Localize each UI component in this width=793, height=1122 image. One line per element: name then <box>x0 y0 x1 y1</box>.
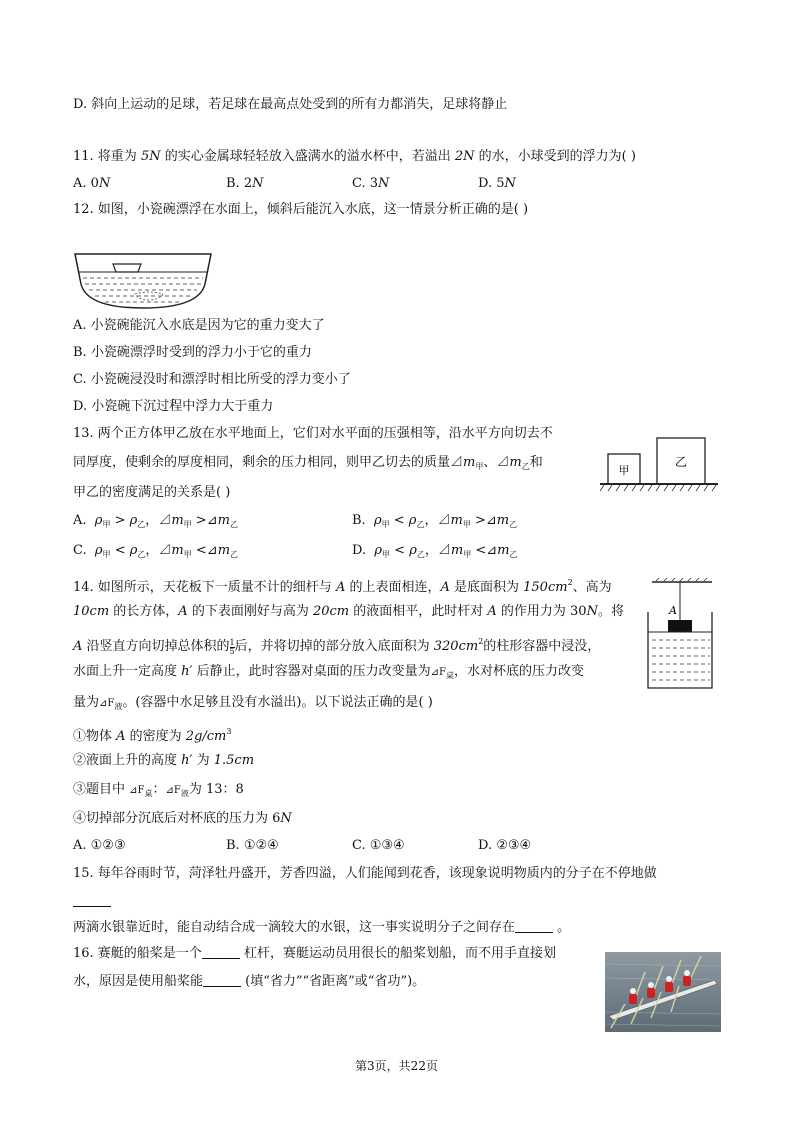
q14-statement-2: ②液面上升的高度 h′ 为 1.5cm <box>73 753 255 768</box>
q14-option-b: B. ①②④ <box>226 838 279 853</box>
q14-statement-1: ①物体 A 的密度为 $2g/cm^3$ <box>73 727 232 744</box>
q13-line2: 同厚度，使剩余的厚度相同，剩余的压力相同，则甲乙切去的质量$⊿m_甲$、$⊿m_乙$和 <box>73 455 543 471</box>
q13-line3: 甲乙的密度满足的关系是( ) <box>73 485 231 500</box>
q14-option-c: C. ①③④ <box>352 838 405 853</box>
q11-stem-a: 11. 将重为 <box>73 149 141 164</box>
cube-yi-label: 乙 <box>674 455 688 469</box>
cube-jia-label: 甲 <box>618 464 630 477</box>
q14-line2: 10cm 的长方体，A 的下表面刚好与高为 20cm 的液面相平，此时杆对 A 的作用力为 30N。将 <box>73 604 624 619</box>
q13-line1: 13. 两个正方体甲乙放在水平地面上，它们对水平面的压强相等，沿水平方向切去不 <box>73 426 553 441</box>
q14-line1: 14. 如图所示，天花板下一质量不计的细杆与 A 的上表面相连，A 是底面积为 $150cm^2$、高为 <box>73 578 612 595</box>
q11-w2: 2 <box>454 149 464 164</box>
q15-blank-1[interactable] <box>73 893 111 911</box>
q11-stem-c: 的水，小球受到的浮力为( ) <box>474 149 636 164</box>
q12-option-a: A. 小瓷碗能沉入水底是因为它的重力变大了 <box>73 318 325 333</box>
fraction-one-fifth: $\frac{1}{5}$ <box>229 638 235 656</box>
q11-unit-2: N <box>463 149 475 164</box>
q13-option-a: A. $\rho_甲 > \rho_乙$，$⊿m_甲$ $>⊿m_乙$ <box>73 513 238 529</box>
q15-blank-2[interactable] <box>515 920 553 933</box>
q13-option-d: D. $\rho_甲 < \rho_乙$，$⊿m_甲$ $<⊿m_乙$ <box>352 543 518 559</box>
q11-unit-1: N <box>149 149 161 164</box>
q14-line5: 量为$⊿F_液$。(容器中水足够且没有水溢出)。以下说法正确的是( ) <box>73 695 433 711</box>
q11-option-b: B. 2N <box>226 176 264 191</box>
q11-w1: 5 <box>140 149 150 164</box>
q16-blank-2[interactable] <box>203 974 241 987</box>
q13-option-b: B. $\rho_甲 < \rho_乙$，$⊿m_甲$ $>⊿m_乙$ <box>352 513 518 529</box>
q14-statement-4: ④切掉部分沉底后对杯底的压力为 6N <box>73 811 292 826</box>
q13-option-c: C. $\rho_甲 < \rho_乙$，$⊿m_甲$ $<⊿m_乙$ <box>73 543 239 559</box>
q12-stem: 12. 如图，小瓷碗漂浮在水面上，倾斜后能沉入水底，这一情景分析正确的是( ) <box>73 202 529 217</box>
q11-option-c: C. 3N <box>352 176 390 191</box>
q11-option-d: D. 5N <box>478 176 516 191</box>
bowl-figure <box>73 250 213 312</box>
q14-option-d: D. ②③④ <box>478 838 532 853</box>
q11-stem <box>73 148 636 166</box>
q16-line2: 水，原因是使用船桨能 (填“省力”“省距离”或“省功”)。 <box>73 974 426 989</box>
q16-blank-1[interactable] <box>202 946 240 959</box>
page-footer: 第3页，共22页 <box>355 1059 438 1073</box>
q11-option-a: A. 0N <box>73 176 111 191</box>
q13-cubes-figure <box>600 436 720 494</box>
object-a-block <box>668 620 692 632</box>
q14-statement-3: ③题目中 $⊿F_桌$：$⊿F_液$为 13：8 <box>73 782 244 798</box>
q10-option-d: D. 斜向上运动的足球，若足球在最高点处受到的所有力都消失，足球将静止 <box>73 97 508 112</box>
q14-option-a: A. ①②③ <box>73 838 126 853</box>
q12-option-b: B. 小瓷碗漂浮时受到的浮力小于它的重力 <box>73 345 312 360</box>
q12-option-d: D. 小瓷碗下沉过程中浮力大于重力 <box>73 399 274 414</box>
q14-line3: A 沿竖直方向切掉总体积的 $\frac{1}{5}$ 后，并将切掉的部分放入底面积为 $320cm^2$的柱形容器中浸没， <box>73 637 601 656</box>
q15-line1: 15. 每年谷雨时节，菏泽牡丹盛开，芳香四溢，人们能闻到花香，该现象说明物质内的分子在不停地做 <box>73 866 657 881</box>
rowing-photo <box>605 952 721 1032</box>
q14-line4: 水面上升一定高度 h′ 后静止，此时容器对桌面的压力改变量为$⊿F_桌$，水对杯底的压力改变 <box>73 664 584 680</box>
q11-stem-b: 的实心金属球轻轻放入盛满水的溢水杯中，若溢出 <box>160 149 455 164</box>
q16-line1: 16. 赛艇的船桨是一个 杠杆，赛艇运动员用很长的船桨划船，而不用手直接划 <box>73 946 556 961</box>
q15-line3: 两滴水银靠近时，能自动结合成一滴较大的水银，这一事实说明分子之间存在 。 <box>73 920 571 935</box>
q12-option-c: C. 小瓷碗浸没时和漂浮时相比所受的浮力变小了 <box>73 372 351 387</box>
object-a-label: A <box>669 604 677 617</box>
q14-container-figure <box>640 578 720 690</box>
